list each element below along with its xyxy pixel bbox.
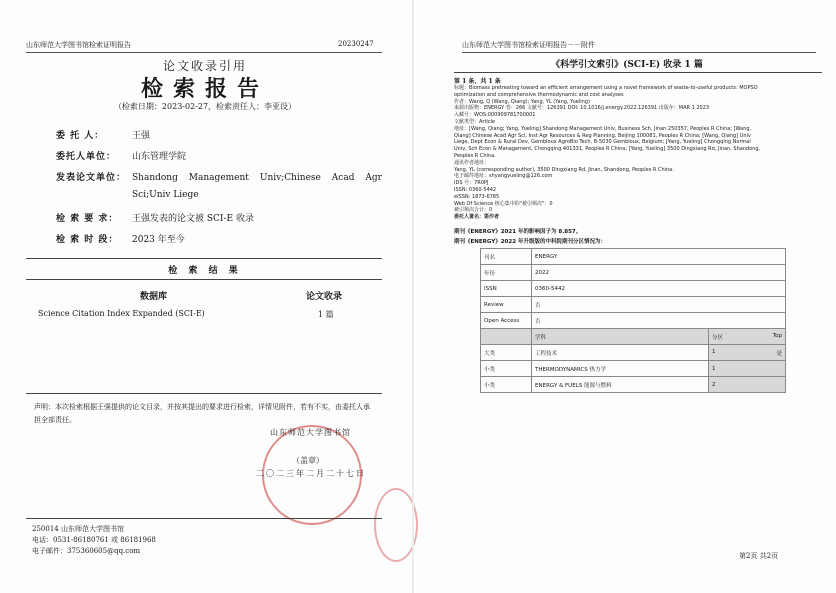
report-number: 20230247	[338, 40, 374, 48]
attachment-header: 山东师范大学图书馆检索证明报告－－附件	[462, 41, 595, 49]
record-line: 电子邮件地址：shyangyueling@126.com	[454, 173, 553, 180]
table-row	[481, 281, 786, 297]
attachment-page	[418, 0, 836, 593]
subject-zone	[709, 345, 786, 361]
result-database: Science Citation Index Expanded (SCI-E)	[38, 309, 205, 318]
disclaimer-note: 声明：本次检索根据王强提供的论文目录，并按其提出的要求进行检索，详情见附件，若有不实，由委托人承担全部责任。	[34, 403, 370, 424]
page-footer: 第2页 共2页	[739, 552, 779, 560]
seal-label: （盖章）	[292, 456, 324, 465]
impact-zone-2022: 期刊《ENERGY》2022 年升级版的中科院期刊分区情况为：	[454, 239, 606, 245]
record-line: ISSN: 0360-5442	[454, 186, 497, 193]
footer-phone: 电话：0531-86180761 或 86181968	[32, 536, 156, 544]
sign-date: 二〇二三年二月二十七日	[256, 469, 366, 478]
table-key: 年份	[481, 265, 532, 281]
field-label: 委 托 人：	[56, 131, 105, 141]
table-key: Review	[481, 297, 532, 313]
subject-level: 小类	[481, 361, 532, 377]
table-row	[481, 249, 786, 265]
record-line: 地址：[Wang, Qiang; Yang, Yueling] Shandong Management Univ, Business Sch, Jinan 250357, Peoples R China; [Wang,	[454, 125, 752, 132]
record-line: 被引频次合计：0	[454, 207, 493, 214]
page-divider	[412, 0, 414, 593]
record-line: Liege, Dept Econ & Rural Dev, Gembloux AgroBio Tech, B-5030 Gembloux, Belgium; [Yang, Yueling] Chongqing Normal	[454, 139, 751, 146]
contact-footer	[32, 524, 156, 557]
record-line: 入藏号：WOS:000909781700001	[454, 112, 536, 119]
field-label: 发表论文单位：	[56, 173, 127, 183]
table-key: Open Access	[481, 313, 532, 329]
section-rule	[26, 279, 382, 280]
table-value: 2022	[532, 265, 786, 281]
footer-address: 250014 山东师范大学图书馆	[32, 525, 124, 533]
table-value: 0360-5442	[532, 281, 786, 297]
field-value: 王强	[132, 131, 151, 141]
field-label: 检 索 要 求：	[56, 214, 119, 224]
report-subtitle: 论文收录引用	[162, 59, 247, 73]
result-count: 1 篇	[318, 310, 334, 319]
zone-col-header	[709, 329, 786, 345]
library-name: 山东师范大学图书馆	[270, 428, 351, 437]
record-line: Univ, Sch Econ & Management, Chongqing 401331, Peoples R China; [Yang, Yueling] 3500 Dingxiang Rd, Jinan, Shandong,	[454, 146, 761, 153]
subject-name: THERMODYNAMICS 热力学	[532, 361, 709, 377]
subject-level: 小类	[481, 377, 532, 393]
field-value: Shandong Management Univ;Chinese Acad Agr Sci;Univ Liege	[132, 173, 382, 200]
table-row	[481, 297, 786, 313]
top-value: 是	[776, 350, 782, 357]
table-row	[481, 313, 786, 329]
field-label: 委托人单位：	[56, 152, 117, 162]
table-row	[481, 361, 786, 377]
col-header-count: 论文收录	[306, 292, 343, 302]
report-title: 检索报告	[140, 76, 269, 102]
search-info: （检索日期：2023-02-27，检索责任人：李亚设）	[113, 102, 297, 111]
table-row	[481, 345, 786, 361]
field-value: 山东管理学院	[132, 152, 187, 162]
record-line: Yang, YL (corresponding author), 3500 Dingxiang Rd, Jinan, Shandong, Peoples R China.	[454, 166, 674, 173]
table-cell	[481, 329, 532, 345]
zone-value: 1	[712, 365, 716, 372]
table-value: 否	[532, 297, 786, 313]
section-rule	[26, 258, 382, 259]
record-line: optimization and comprehensive thermodynamic and cost analyses	[454, 91, 624, 98]
subject-zone	[709, 377, 786, 393]
record-line: 委托人署名：第作者	[454, 214, 500, 221]
report-header: 山东师范大学图书馆检索证明报告	[26, 41, 131, 49]
table-key: 刊名	[481, 249, 532, 265]
section-rule	[26, 393, 382, 394]
title-rule	[454, 72, 822, 73]
field-value: 2023 年至今	[132, 235, 185, 245]
attachment-title: 《科学引文索引》(SCI-E) 收录 1 篇	[551, 60, 703, 70]
record-line: IDS 号：7R0PJ	[454, 180, 489, 187]
record-line: 文献类型：Article	[454, 118, 496, 125]
zone-label: 分区	[712, 334, 724, 341]
journal-table	[480, 248, 786, 393]
zone-value: 2	[712, 381, 716, 388]
table-value: 否	[532, 313, 786, 329]
results-title: 检 索 结 果	[168, 266, 242, 276]
record-number: 第 1 条，共 1 条	[454, 78, 501, 85]
subject-zone	[709, 361, 786, 377]
footer-rule	[26, 518, 382, 519]
subject-name: ENERGY & FUELS 能源与燃料	[532, 377, 709, 393]
impact-factor-2021: 期刊《ENERGY》2021 年的影响因子为 8.857。	[454, 229, 582, 235]
subject-col-header: 学科	[532, 329, 709, 345]
table-row	[481, 329, 786, 345]
header-rule	[462, 52, 816, 53]
table-row	[481, 265, 786, 281]
record-line: 来源出版物：ENERGY 卷：266 文献号：126391 DOI: 10.1016/j.energy.2022.126391 出版年：MAR 1 2023	[454, 105, 710, 112]
record-line: eISSN: 1873-6785	[454, 193, 500, 200]
col-header-database: 数据库	[140, 292, 168, 302]
record-line: Qiang] Chinese Acad Agr Sci, Inst Agr Resources & Reg Planning, Beijing 100081, Peoples R China; [Wang, Qiang] Univ	[454, 132, 751, 139]
field-value: 王强发表的论文被 SCI-E 收录	[132, 214, 254, 224]
table-row	[481, 377, 786, 393]
record-line: 通讯作者地址：	[454, 159, 490, 166]
top-label: Top	[772, 332, 782, 339]
subject-name: 工程技术	[532, 345, 709, 361]
record-line: Peoples R China.	[454, 152, 496, 159]
field-label: 检 索 时 段：	[56, 235, 119, 245]
table-key: ISSN	[481, 281, 532, 297]
header-rule	[26, 52, 382, 53]
subject-level: 大类	[481, 345, 532, 361]
footer-email: 电子邮件：375360605@qq.com	[32, 547, 141, 555]
table-value: ENERGY	[532, 249, 786, 265]
report-page	[0, 0, 410, 593]
record-line: 作者：Wang, Q (Wang, Qiang); Yang, YL (Yang, Yueling)	[454, 98, 590, 105]
record-line: 标题：Biomass pretreating toward an efficient arrangement using a novel framework of waste-to-useful products: MOPSO	[454, 85, 758, 91]
zone-value: 1	[712, 348, 716, 355]
record-body	[454, 85, 822, 221]
record-line: Web Of Science 核心集中的"被引频次"：0	[454, 200, 553, 207]
